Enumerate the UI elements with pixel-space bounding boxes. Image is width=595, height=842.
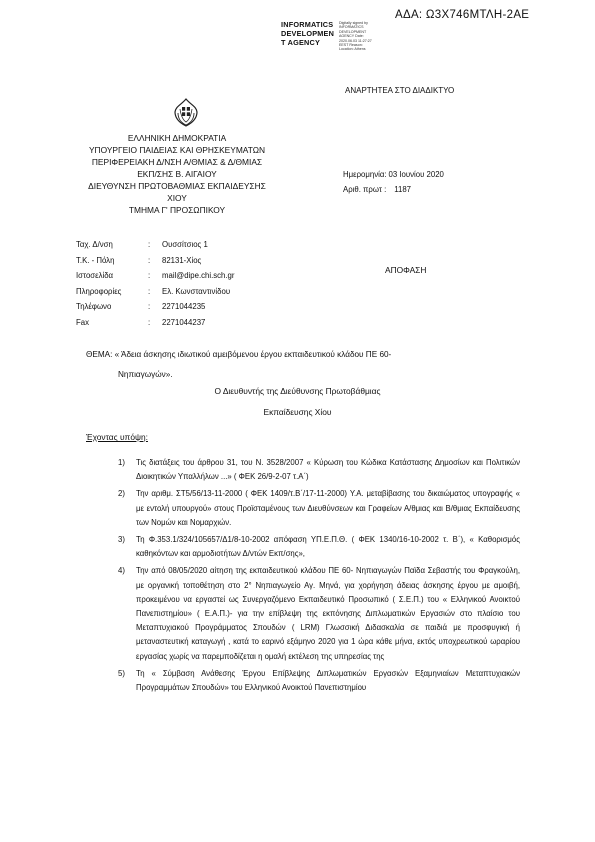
authority-line: ΠΕΡΙΦΕΡΕΙΑΚΗ Δ/ΝΣΗ Α/ΘΜΙΑΣ & Δ/ΘΜΙΑΣ [91, 157, 263, 167]
list-item: 1) Τις διατάξεις του άρθρου 31, του Ν. 3528/2007 « Κύρωση του Κώδικα Κατάστασης Δημοσίων και Πολιτικών Διοικητικών Υπαλλήλων ...» ( ΦΕΚ 26/9-2-07 τ.Α΄) [118, 456, 520, 484]
director-title: Εκπαίδευσης Χίου [263, 407, 332, 417]
list-item: 5) Τη « Σύμβαση Ανάθεσης Έργου Επίβλεψης Διπλωματικών Εργασιών Εξαμηνιαίων Μεταπτυχιακών Προγραμμάτων Σπουδών» του Ελληνικού Ανοικτού Πανεπιστημίου [118, 667, 520, 695]
list-item: 3) Τη Φ.353.1/324/105657/Δ1/8-10-2002 απόφαση ΥΠ.Ε.Π.Θ. ( ΦΕΚ 1340/16-10-2002 τ. Β΄), « Καθορισμός καθηκόντων και αρμοδιοτήτων Δ/ντών Εκπ/σης», [118, 533, 520, 561]
greek-emblem-icon [169, 96, 203, 130]
issuing-authority [72, 132, 282, 216]
contact-info [76, 237, 234, 330]
contact-value: Ελ. Κωνσταντινίδου [162, 286, 231, 296]
contact-row: Fax : 2271044237 [76, 315, 234, 331]
contact-label: Τ.Κ. - Πόλη [76, 255, 115, 265]
considerations-list [118, 456, 520, 698]
contact-value: 2271044235 [162, 302, 206, 311]
ida-line: DEVELOPMEN [281, 29, 335, 38]
date-protocol-block [343, 167, 444, 197]
list-item-text: Τη Φ.353.1/324/105657/Δ1/8-10-2002 απόφαση ΥΠ.Ε.Π.Θ. ( ΦΕΚ 1340/16-10-2002 τ. Β΄), « Καθορισμός καθηκόντων και αρμοδιοτήτων Δ/ντών Εκπ/σης», [136, 535, 520, 559]
contact-row: Ιστοσελίδα : mail@dipe.chi.sch.gr [76, 268, 234, 284]
ada-code: ΑΔΑ: Ω3Χ746ΜΤΛΗ-2ΑΕ [395, 9, 530, 21]
post-notice: ΑΝΑΡΤΗΤΕΑ ΣΤΟ ΔΙΑΔΙΚΤΥΟ [345, 86, 455, 95]
ida-signature-label [281, 20, 334, 47]
list-item-text: Τις διατάξεις του άρθρου 31, του Ν. 3528/2007 « Κύρωση του Κώδικα Κατάστασης Δημοσίων και Πολιτικών Διοικητικών Υπαλλήλων ...» ( ΦΕΚ 26/9-2-07 τ.Α΄) [136, 458, 520, 482]
protocol-label: Αριθ. πρωτ : [343, 185, 387, 194]
contact-label: Πληροφορίες [76, 286, 122, 296]
director-title: Ο Διευθυντής της Διεύθυνσης Πρωτοβάθμιας [214, 386, 381, 396]
contact-row: Τ.Κ. - Πόλη : 82131-Χίος [76, 253, 234, 269]
contact-value: 2271044237 [162, 317, 206, 327]
contact-row: Ταχ. Δ/νση : Ουσσίτσιος 1 [76, 237, 234, 253]
contact-row: Τηλέφωνο : 2271044235 [76, 299, 234, 315]
ida-line: T AGENCY [281, 38, 321, 47]
date-label: Ημερομηνία: [343, 170, 387, 179]
authority-line: ΧΙΟΥ [167, 193, 187, 203]
authority-line: ΕΚΠ/ΣΗΣ Β. ΑΙΓΑΙΟΥ [137, 169, 217, 179]
contact-label: Fax [76, 317, 89, 327]
ida-line: INFORMATICS [281, 20, 334, 29]
contact-label: Τηλέφωνο [76, 302, 112, 311]
authority-line: ΥΠΟΥΡΓΕΙΟ ΠΑΙΔΕΙΑΣ ΚΑΙ ΘΡΗΣΚΕΥΜΑΤΩΝ [88, 145, 266, 155]
list-item-text: Τη « Σύμβαση Ανάθεσης Έργου Επίβλεψης Διπλωματικών Εργασιών Εξαμηνιαίων Μεταπτυχιακών Προγραμμάτων Σπουδών» του Ελληνικού Ανοικτού Πανεπιστημίου [136, 668, 520, 693]
contact-value: 82131-Χίος [162, 255, 202, 265]
date-value: 03 Ιουνίου 2020 [388, 170, 444, 179]
protocol-value: 1187 [394, 185, 412, 194]
subject-line: ΘΕΜΑ: « Άδεια άσκησης ιδιωτικού αμειβόμενου έργου εκπαιδευτικού κλάδου ΠΕ 60- [86, 350, 392, 359]
contact-row: Πληροφορίες : Ελ. Κωνσταντινίδου [76, 284, 234, 300]
ida-signature-details: Digitally signed by INFORMATICS DEVELOPMENT AGENCY Date: 2020.06.03 11:27:27 EEST Reason: Location: Athens [339, 21, 372, 52]
list-item: 2) Την αριθμ. ΣΤ5/56/13-11-2000 ( ΦΕΚ 1409/τ.Β΄/17-11-2000) Υ.Α. μεταβίβασης του δικαιώματος υπογραφής « με εντολή υπουργού» στους Προϊσταμένους των Διευθύνσεων και Γραφείων Α/θμιας και Β/θμιας Εκπαίδευσης των Νομών και Νομαρχιών. [118, 487, 520, 530]
subject [86, 345, 518, 385]
list-item-text: Την από 08/05/2020 αίτηση της εκπαιδευτικού κλάδου ΠΕ 60- Νηπιαγωγών Παϊδα Σεβαστής του Φραγκούλη, με οργανική τοποθέτηση στο 2° Νηπιαγωγείο Αγ. Μηνά, για χορήγηση άδειας άσκησης έργου με αμοιβή, προκειμένου να εργαστεί ως Συνεργαζόμενο Εκπαιδευτικό Προσωπικό ( Σ.Ε.Π.) του « Ελληνικού Ανοικτού Πανεπιστημίου» ( Ε.Α.Π.)- για την επίβλεψη της εκπόνησης Διπλωματικών Εργασιών στο πλαίσιο του Μεταπτυχιακού Προγράμματος Σπουδών ( LRM) Γλωσσική Διδασκαλία σε παιδιά με προσφυγική ή μεταναστευτική καταγωγή , κατά το εαρινό εξάμηνο 2020 για 1 ώρα κάθε μήνα, εκτός υποχρεωτικού ωραρίου εργασίας χωρίς να παρεμποδίζεται η ομαλή εκτέλεση της υπηρεσίας της [136, 566, 520, 661]
subject-line: Νηπιαγωγών». [118, 370, 173, 379]
authority-line: ΤΜΗΜΑ Γ' ΠΡΟΣΩΠΙΚΟΥ [128, 205, 226, 215]
contact-label: Ταχ. Δ/νση [76, 240, 113, 249]
authority-line: ΕΛΛΗΝΙΚΗ ΔΗΜΟΚΡΑΤΙΑ [127, 133, 227, 143]
decision-heading: ΑΠΟΦΑΣΗ [385, 265, 427, 275]
contact-value: Ουσσίτσιος 1 [162, 240, 208, 249]
contact-value: mail@dipe.chi.sch.gr [162, 271, 235, 280]
contact-label: Ιστοσελίδα [76, 271, 114, 280]
list-item: 4) Την από 08/05/2020 αίτηση της εκπαιδευτικού κλάδου ΠΕ 60- Νηπιαγωγών Παϊδα Σεβαστής του Φραγκούλη, με οργανική τοποθέτηση στο 2° Νηπιαγωγείο Αγ. Μηνά, για χορήγηση άδειας άσκησης έργου με αμοιβή, προκειμένου να εργαστεί ως Συνεργαζόμενο Εκπαιδευτικό Προσωπικό ( Σ.Ε.Π.) του « Ελληνικού Ανοικτού Πανεπιστημίου» ( Ε.Α.Π.)- για την επίβλεψη της εκπόνησης Διπλωματικών Εργασιών στο πλαίσιο του Μεταπτυχιακού Προγράμματος Σπουδών ( LRM) Γλωσσική Διδασκαλία σε παιδιά με προσφυγική ή μεταναστευτική καταγωγή , κατά το εαρινό εξάμηνο 2020 για 1 ώρα κάθε μήνα, εκτός υποχρεωτικού ωραρίου εργασίας χωρίς να παρεμποδίζεται η ομαλή εκτέλεση της υπηρεσίας της [118, 564, 520, 663]
authority-line: ΔΙΕΥΘΥΝΣΗ ΠΡΩΤΟΒΑΘΜΙΑΣ ΕΚΠΑΙΔΕΥΣΗΣ [88, 181, 266, 191]
considering-heading: Έχοντας υπόψη: [86, 432, 148, 442]
list-item-text: Την αριθμ. ΣΤ5/56/13-11-2000 ( ΦΕΚ 1409/τ.Β΄/17-11-2000) Υ.Α. μεταβίβασης του δικαιώματος υπογραφής « με εντολή υπουργού» στους Προϊσταμένους των Διευθύνσεων και Γραφείων Α/θμιας και Β/θμιας Εκπαίδευσης των Νομών και Νομαρχιών. [136, 489, 520, 527]
